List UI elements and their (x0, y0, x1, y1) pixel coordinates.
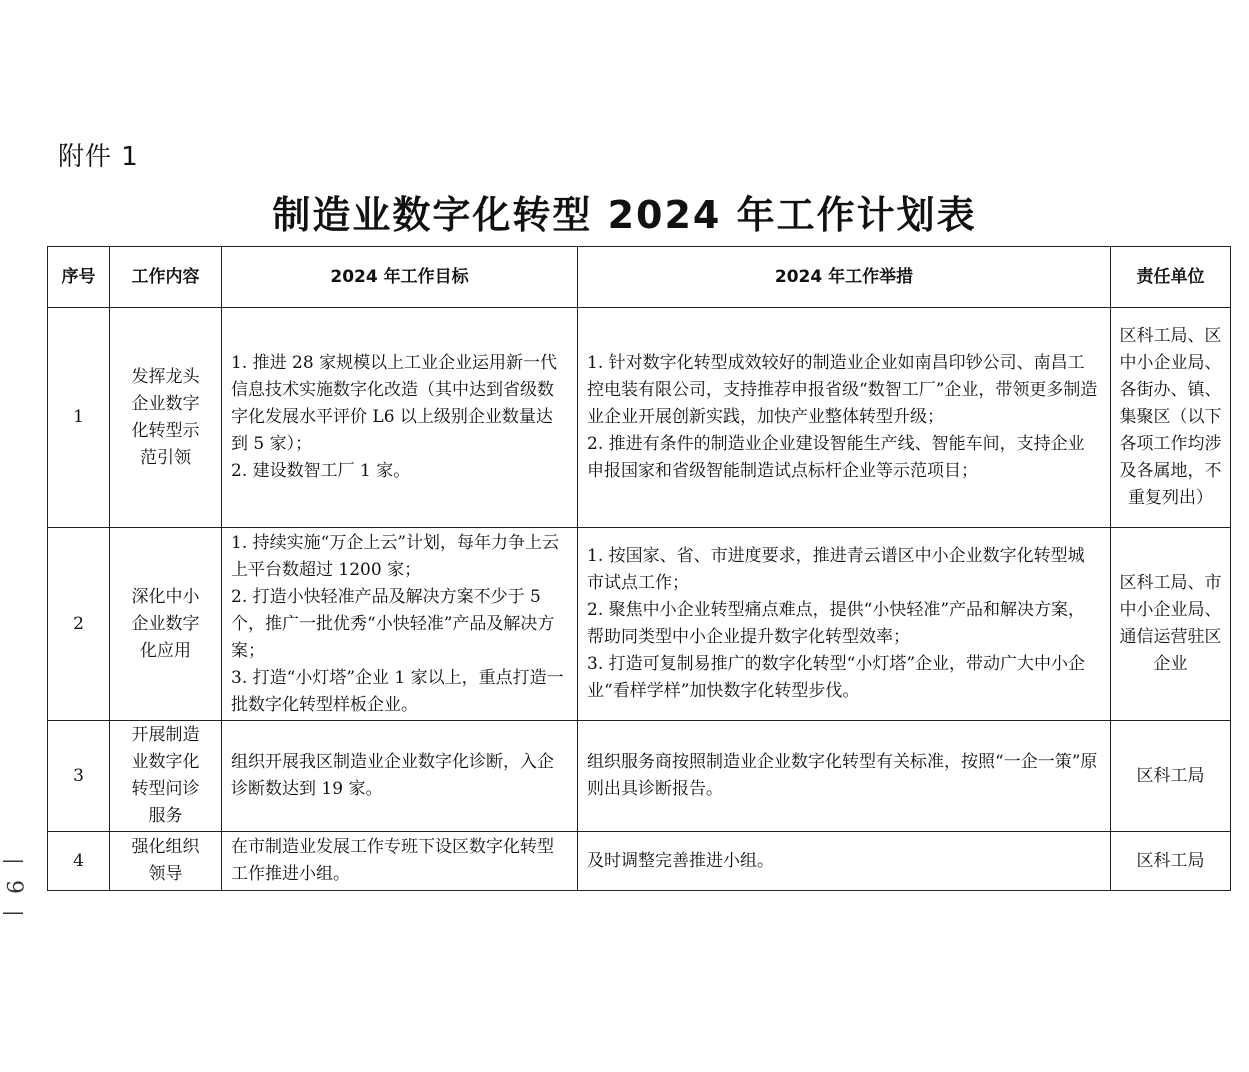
work-plan-table (47, 246, 1231, 891)
header-measures: 2024 年工作举措 (578, 247, 1111, 308)
content-line: 领导 (148, 864, 183, 884)
measure-item: 3. 打造可复制易推广的数字化转型“小灯塔”企业，带动广大中小企业“看样学样”加快数字化转型步伐。 (587, 654, 1086, 701)
row-goal: 组织开展我区制造业企业数字化诊断，入企诊断数达到 19 家。 (222, 721, 578, 832)
goal-item: 2. 打造小快轻准产品及解决方案不少于 5 个，推广一批优秀“小快轻准”产品及解决方案； (231, 586, 555, 661)
content-line: 企业数字 (131, 393, 200, 414)
row-goal (222, 528, 578, 721)
row-goal (222, 308, 578, 528)
page-number (2, 848, 24, 926)
row-no: 2 (48, 528, 110, 721)
row-unit: 区科工局、区中小企业局、各街办、镇、集聚区（以下各项工作均涉及各属地，不重复列出） (1111, 308, 1231, 528)
row-content (110, 721, 222, 832)
row-content (110, 528, 222, 721)
row-unit: 区科工局 (1111, 832, 1231, 891)
row-unit: 区科工局、市中小企业局、通信运营驻区企业 (1111, 528, 1231, 721)
row-no: 3 (48, 721, 110, 832)
table-row (48, 308, 1231, 528)
table-row (48, 832, 1231, 891)
page-number-value: 9 (1, 880, 26, 894)
attachment-label: 附件 1 (58, 142, 139, 172)
header-no: 序号 (48, 247, 110, 308)
goal-item: 2. 建设数智工厂 1 家。 (231, 461, 411, 481)
document-title: 制造业数字化转型 2024 年工作计划表 (272, 193, 977, 237)
row-measures (578, 528, 1111, 721)
row-measures (578, 308, 1111, 528)
content-line: 强化组织 (131, 837, 200, 857)
header-content: 工作内容 (110, 247, 222, 308)
content-line: 化转型示 (131, 420, 200, 441)
measure-item: 2. 推进有条件的制造业企业建设智能生产线、智能车间，支持企业申报国家和省级智能制造试点标杆企业等示范项目； (587, 434, 1085, 481)
page-number-dash: — (2, 848, 24, 873)
goal-item: 3. 打造“小灯塔”企业 1 家以上，重点打造一批数字化转型样板企业。 (231, 667, 564, 715)
table-header-row (48, 247, 1231, 308)
row-measures: 及时调整完善推进小组。 (578, 832, 1111, 891)
content-line: 发挥龙头 (131, 366, 200, 387)
content-line: 企业数字 (131, 613, 200, 634)
content-line: 服务 (148, 806, 183, 826)
content-line: 深化中小 (131, 586, 200, 607)
measure-item: 2. 聚焦中小企业转型痛点难点，提供“小快轻准”产品和解决方案，帮助同类型中小企业提升数字化转型效率； (587, 600, 1086, 647)
content-line: 开展制造 (131, 725, 200, 745)
measure-item: 1. 针对数字化转型成效较好的制造业企业如南昌印钞公司、南昌工控电装有限公司，支持推荐申报省级“数智工厂”企业，带领更多制造业企业开展创新实践，加快产业整体转型升级； (587, 353, 1098, 427)
content-line: 转型问诊 (131, 779, 200, 799)
row-unit: 区科工局 (1111, 721, 1231, 832)
content-line: 范引领 (140, 447, 191, 468)
goal-item: 1. 推进 28 家规模以上工业企业运用新一代信息技术实施数字化改造（其中达到省级数字化发展水平评价 L6 以上级别企业数量达到 5 家）； (231, 353, 558, 454)
row-content (110, 832, 222, 891)
content-line: 化应用 (140, 640, 191, 661)
goal-item: 1. 持续实施“万企上云”计划，每年力争上云上平台数超过 1200 家； (231, 532, 560, 580)
row-measures: 组织服务商按照制造业企业数字化转型有关标准，按照“一企一策”原则出具诊断报告。 (578, 721, 1111, 832)
row-content (110, 308, 222, 528)
row-no: 4 (48, 832, 110, 891)
measure-item: 1. 按国家、省、市进度要求，推进青云谱区中小企业数字化转型城市试点工作； (587, 546, 1085, 593)
row-no: 1 (48, 308, 110, 528)
header-unit: 责任单位 (1111, 247, 1231, 308)
content-line: 业数字化 (131, 752, 200, 772)
header-goal: 2024 年工作目标 (222, 247, 578, 308)
page-number-dash: — (2, 900, 24, 925)
row-goal: 在市制造业发展工作专班下设区数字化转型工作推进小组。 (222, 832, 578, 891)
table-row (48, 528, 1231, 721)
table-row (48, 721, 1231, 832)
